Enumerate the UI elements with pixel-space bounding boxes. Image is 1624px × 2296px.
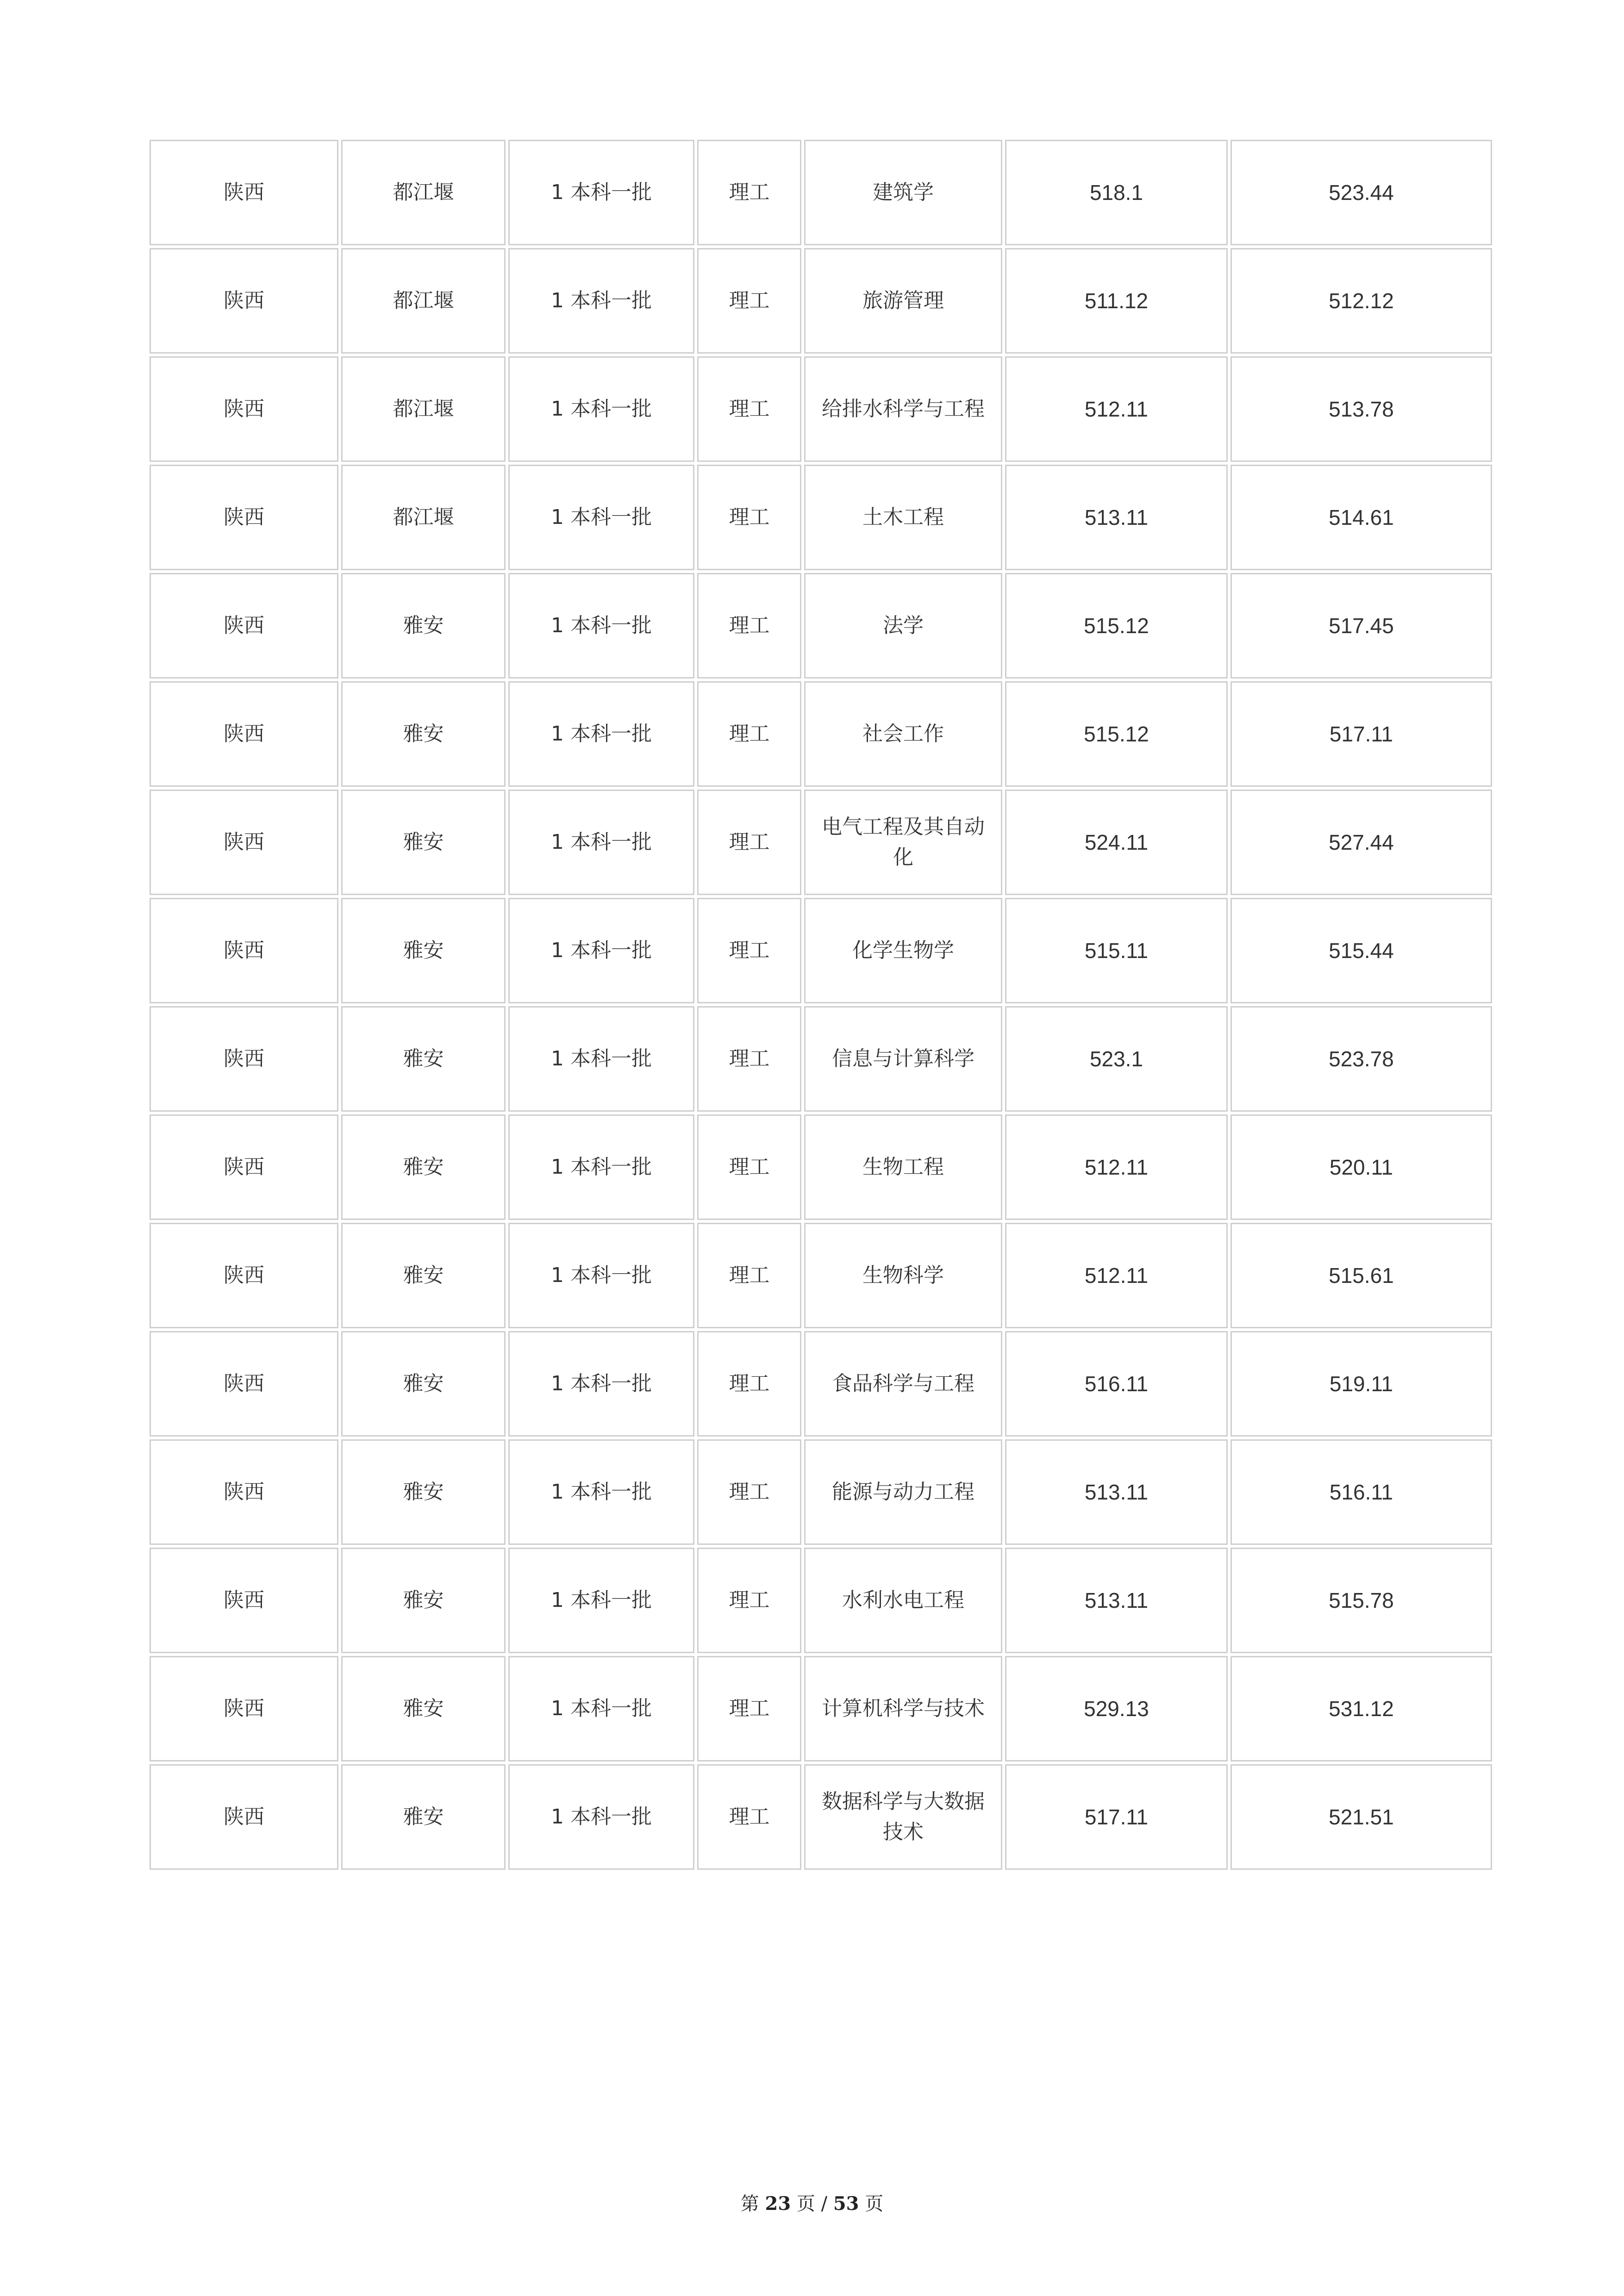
avg-score-cell: 517.45 (1230, 573, 1492, 678)
category-cell: 理工 (697, 140, 801, 245)
category-cell: 理工 (697, 1439, 801, 1545)
min-score-cell: 523.1 (1005, 1006, 1228, 1112)
province-cell: 陕西 (150, 898, 338, 1003)
table-row (150, 1764, 1492, 1870)
campus-cell: 雅安 (341, 1114, 506, 1220)
table-row (150, 140, 1492, 245)
province-cell: 陕西 (150, 465, 338, 570)
province-cell: 陕西 (150, 1331, 338, 1437)
total-page-number: 53 (833, 2193, 859, 2215)
admission-score-table (147, 137, 1495, 1873)
avg-score-cell: 515.61 (1230, 1223, 1492, 1328)
major-cell: 化学生物学 (804, 898, 1002, 1003)
major-cell: 生物工程 (804, 1114, 1002, 1220)
avg-score-cell: 513.78 (1230, 356, 1492, 462)
category-cell: 理工 (697, 1223, 801, 1328)
category-cell: 理工 (697, 898, 801, 1003)
avg-score-cell: 531.12 (1230, 1656, 1492, 1761)
category-cell: 理工 (697, 681, 801, 787)
batch-cell: 1 本科一批 (508, 140, 694, 245)
min-score-cell: 518.1 (1005, 140, 1228, 245)
category-cell: 理工 (697, 1548, 801, 1653)
major-cell: 数据科学与大数据技术 (804, 1764, 1002, 1870)
category-cell: 理工 (697, 790, 801, 895)
table-row (150, 1331, 1492, 1437)
category-cell: 理工 (697, 248, 801, 354)
min-score-cell: 513.11 (1005, 1548, 1228, 1653)
campus-cell: 雅安 (341, 1764, 506, 1870)
avg-score-cell: 517.11 (1230, 681, 1492, 787)
campus-cell: 都江堰 (341, 465, 506, 570)
category-cell: 理工 (697, 1331, 801, 1437)
avg-score-cell: 519.11 (1230, 1331, 1492, 1437)
major-cell: 计算机科学与技术 (804, 1656, 1002, 1761)
table-row (150, 1223, 1492, 1328)
avg-score-cell: 523.44 (1230, 140, 1492, 245)
table-row (150, 356, 1492, 462)
batch-cell: 1 本科一批 (508, 1223, 694, 1328)
major-cell: 生物科学 (804, 1223, 1002, 1328)
avg-score-cell: 527.44 (1230, 790, 1492, 895)
campus-cell: 雅安 (341, 1656, 506, 1761)
footer-suffix: 页 (865, 2193, 884, 2215)
table-row (150, 1548, 1492, 1653)
footer-prefix: 第 (740, 2193, 759, 2215)
table-row (150, 1656, 1492, 1761)
major-cell: 法学 (804, 573, 1002, 678)
min-score-cell: 515.12 (1005, 681, 1228, 787)
province-cell: 陕西 (150, 1114, 338, 1220)
major-cell: 建筑学 (804, 140, 1002, 245)
category-cell: 理工 (697, 1764, 801, 1870)
batch-cell: 1 本科一批 (508, 1439, 694, 1545)
batch-cell: 1 本科一批 (508, 1764, 694, 1870)
campus-cell: 都江堰 (341, 140, 506, 245)
province-cell: 陕西 (150, 1006, 338, 1112)
table-row (150, 573, 1492, 678)
campus-cell: 雅安 (341, 681, 506, 787)
batch-cell: 1 本科一批 (508, 1114, 694, 1220)
avg-score-cell: 516.11 (1230, 1439, 1492, 1545)
major-cell: 信息与计算科学 (804, 1006, 1002, 1112)
min-score-cell: 515.11 (1005, 898, 1228, 1003)
footer-separator: 页 / (796, 2193, 828, 2215)
province-cell: 陕西 (150, 1764, 338, 1870)
major-cell: 土木工程 (804, 465, 1002, 570)
min-score-cell: 524.11 (1005, 790, 1228, 895)
batch-cell: 1 本科一批 (508, 356, 694, 462)
major-cell: 电气工程及其自动化 (804, 790, 1002, 895)
campus-cell: 雅安 (341, 1548, 506, 1653)
batch-cell: 1 本科一批 (508, 790, 694, 895)
category-cell: 理工 (697, 1656, 801, 1761)
province-cell: 陕西 (150, 1439, 338, 1545)
category-cell: 理工 (697, 573, 801, 678)
table-body (150, 140, 1492, 1870)
table-row (150, 465, 1492, 570)
campus-cell: 雅安 (341, 1223, 506, 1328)
table-row (150, 898, 1492, 1003)
campus-cell: 雅安 (341, 790, 506, 895)
batch-cell: 1 本科一批 (508, 248, 694, 354)
batch-cell: 1 本科一批 (508, 573, 694, 678)
category-cell: 理工 (697, 465, 801, 570)
campus-cell: 雅安 (341, 1439, 506, 1545)
min-score-cell: 512.11 (1005, 1223, 1228, 1328)
table-row (150, 248, 1492, 354)
min-score-cell: 512.11 (1005, 356, 1228, 462)
campus-cell: 雅安 (341, 1331, 506, 1437)
major-cell: 给排水科学与工程 (804, 356, 1002, 462)
campus-cell: 都江堰 (341, 248, 506, 354)
avg-score-cell: 515.78 (1230, 1548, 1492, 1653)
province-cell: 陕西 (150, 681, 338, 787)
category-cell: 理工 (697, 356, 801, 462)
current-page-number: 23 (765, 2193, 791, 2215)
campus-cell: 都江堰 (341, 356, 506, 462)
category-cell: 理工 (697, 1114, 801, 1220)
table-row (150, 790, 1492, 895)
campus-cell: 雅安 (341, 573, 506, 678)
major-cell: 能源与动力工程 (804, 1439, 1002, 1545)
table-row (150, 1114, 1492, 1220)
campus-cell: 雅安 (341, 898, 506, 1003)
min-score-cell: 515.12 (1005, 573, 1228, 678)
major-cell: 旅游管理 (804, 248, 1002, 354)
category-cell: 理工 (697, 1006, 801, 1112)
batch-cell: 1 本科一批 (508, 681, 694, 787)
campus-cell: 雅安 (341, 1006, 506, 1112)
min-score-cell: 511.12 (1005, 248, 1228, 354)
major-cell: 食品科学与工程 (804, 1331, 1002, 1437)
batch-cell: 1 本科一批 (508, 1331, 694, 1437)
min-score-cell: 517.11 (1005, 1764, 1228, 1870)
min-score-cell: 513.11 (1005, 1439, 1228, 1545)
min-score-cell: 529.13 (1005, 1656, 1228, 1761)
min-score-cell: 512.11 (1005, 1114, 1228, 1220)
table-row (150, 1439, 1492, 1545)
major-cell: 社会工作 (804, 681, 1002, 787)
batch-cell: 1 本科一批 (508, 465, 694, 570)
province-cell: 陕西 (150, 140, 338, 245)
batch-cell: 1 本科一批 (508, 1548, 694, 1653)
batch-cell: 1 本科一批 (508, 1656, 694, 1761)
avg-score-cell: 512.12 (1230, 248, 1492, 354)
province-cell: 陕西 (150, 1223, 338, 1328)
province-cell: 陕西 (150, 248, 338, 354)
province-cell: 陕西 (150, 573, 338, 678)
batch-cell: 1 本科一批 (508, 1006, 694, 1112)
page-footer (0, 2189, 1624, 2215)
province-cell: 陕西 (150, 356, 338, 462)
province-cell: 陕西 (150, 1656, 338, 1761)
major-cell: 水利水电工程 (804, 1548, 1002, 1653)
avg-score-cell: 514.61 (1230, 465, 1492, 570)
batch-cell: 1 本科一批 (508, 898, 694, 1003)
table-row (150, 681, 1492, 787)
avg-score-cell: 520.11 (1230, 1114, 1492, 1220)
table-row (150, 1006, 1492, 1112)
avg-score-cell: 523.78 (1230, 1006, 1492, 1112)
province-cell: 陕西 (150, 790, 338, 895)
province-cell: 陕西 (150, 1548, 338, 1653)
min-score-cell: 513.11 (1005, 465, 1228, 570)
avg-score-cell: 521.51 (1230, 1764, 1492, 1870)
min-score-cell: 516.11 (1005, 1331, 1228, 1437)
avg-score-cell: 515.44 (1230, 898, 1492, 1003)
